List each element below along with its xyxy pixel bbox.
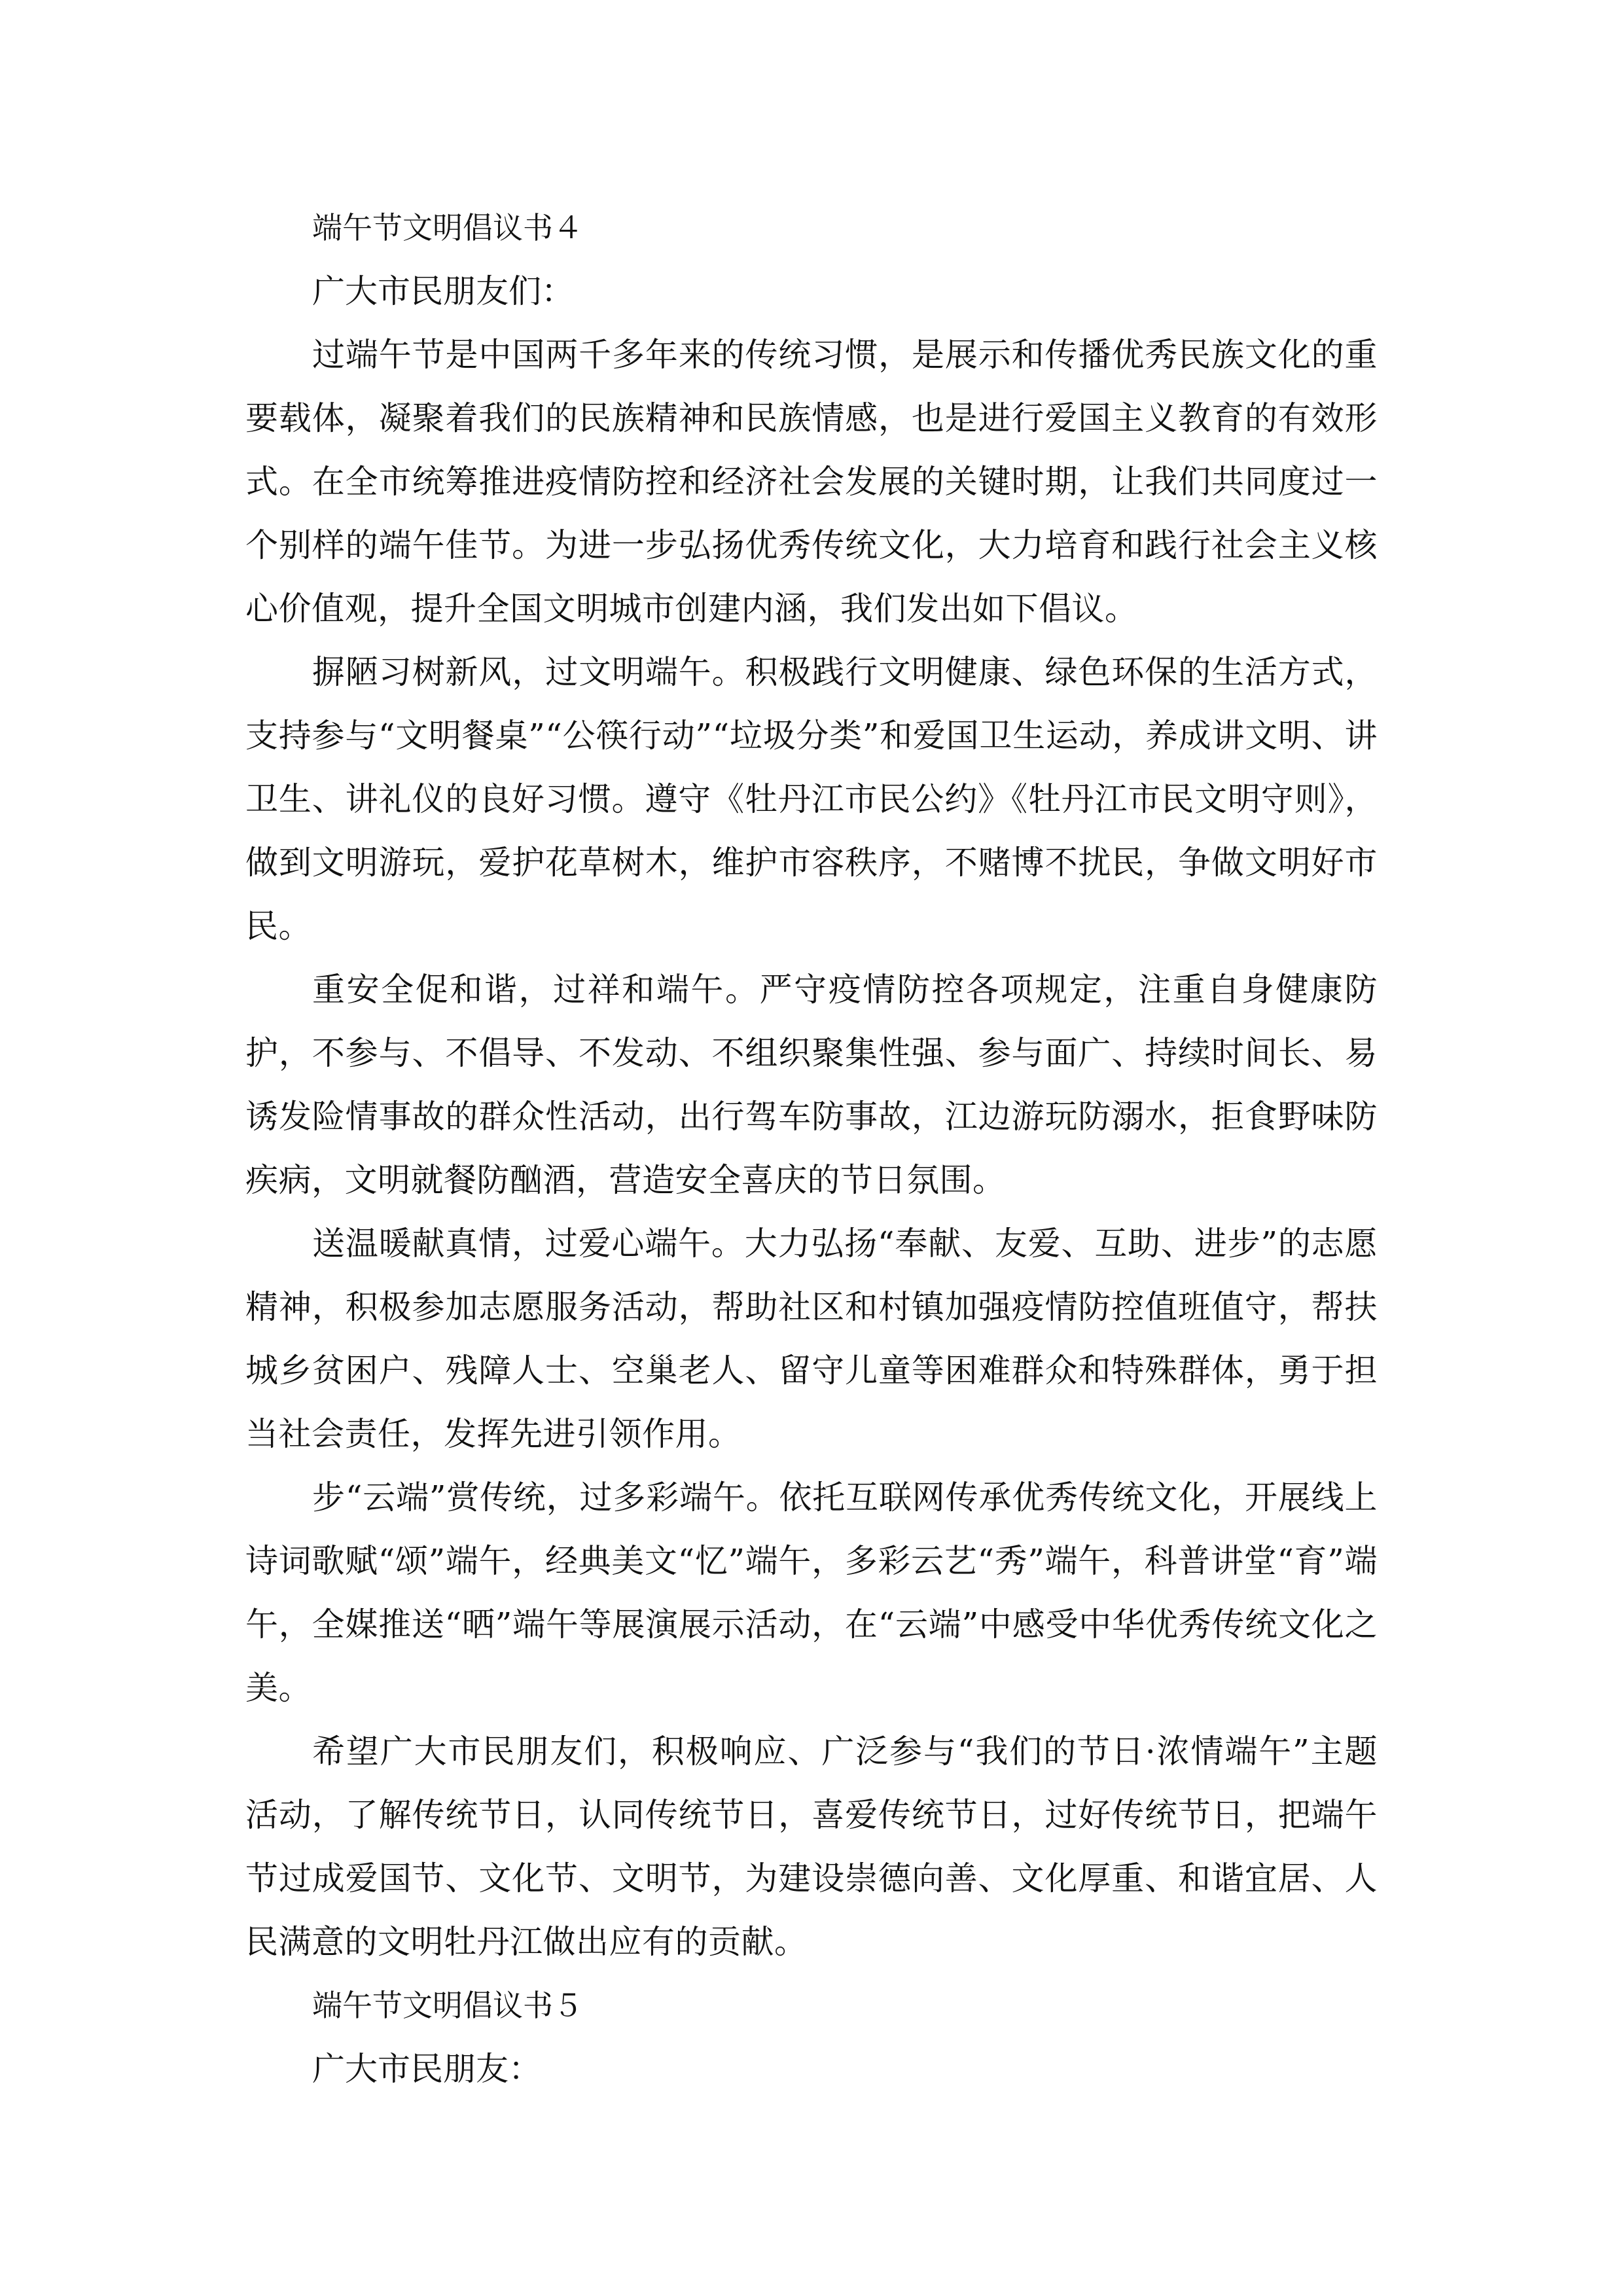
salutation-4: 广大市民朋友们：	[312, 272, 574, 310]
salutation-5: 广大市民朋友：	[312, 2050, 541, 2088]
paragraph-civilized: 摒陋习树新风，过文明端午。积极践行文明健康、绿色环保的生活方式，支持参与“文明餐桌”“公筷行动”“垃圾分类”和爱国卫生运动，养成讲文明、讲卫生、讲礼仪的良好习惯。遵守《牡丹江市民公约》《牡丹江市民文明守则》，做到文明游玩，爱护花草树木，维护市容秩序，不赌博不扰民，争做文明好市民。	[245, 653, 1378, 945]
document-page	[245, 196, 1378, 2101]
paragraph-safety: 重安全促和谐，过祥和端午。严守疫情防控各项规定，注重自身健康防护，不参与、不倡导、不发动、不组织聚集性强、参与面广、持续时间长、易诱发险情事故的群众性活动，出行驾车防事故，江边游玩防溺水，拒食野味防疾病，文明就餐防酗酒，营造安全喜庆的节日氛围。	[245, 971, 1378, 1199]
paragraph-volunteer: 送温暖献真情，过爱心端午。大力弘扬“奉献、友爱、互助、进步”的志愿精神，积极参加志愿服务活动，帮助社区和村镇加强疫情防控值班值守，帮扶城乡贫困户、残障人士、空巢老人、留守儿童等困难群众和特殊群体，勇于担当社会责任，发挥先进引领作用。	[245, 1225, 1378, 1453]
document-title-5: 端午节文明倡议书５	[312, 1988, 583, 2023]
paragraph-cloud: 步“云端”赏传统，过多彩端午。依托互联网传承优秀传统文化，开展线上诗词歌赋“颂”端午，经典美文“忆”端午，多彩云艺“秀”端午，科普讲堂“育”端午，全媒推送“晒”端午等展演展示活动，在“云端”中感受中华优秀传统文化之美。	[245, 1479, 1378, 1707]
paragraph-intro: 过端午节是中国两千多年来的传统习惯，是展示和传播优秀民族文化的重要载体，凝聚着我们的民族精神和民族情感，也是进行爱国主义教育的有效形式。在全市统筹推进疫情防控和经济社会发展的关键时期，让我们共同度过一个别样的端午佳节。为进一步弘扬优秀传统文化，大力培育和践行社会主义核心价值观，提升全国文明城市创建内涵，我们发出如下倡议。	[245, 336, 1378, 628]
paragraph-closing: 希望广大市民朋友们，积极响应、广泛参与“我们的节日·浓情端午”主题活动，了解传统节日，认同传统节日，喜爱传统节日，过好传统节日，把端午节过成爱国节、文化节、文明节，为建设崇德向善、文化厚重、和谐宜居、人民满意的文明牡丹江做出应有的贡献。	[245, 1732, 1378, 1961]
document-title-4: 端午节文明倡议书４	[312, 210, 583, 245]
